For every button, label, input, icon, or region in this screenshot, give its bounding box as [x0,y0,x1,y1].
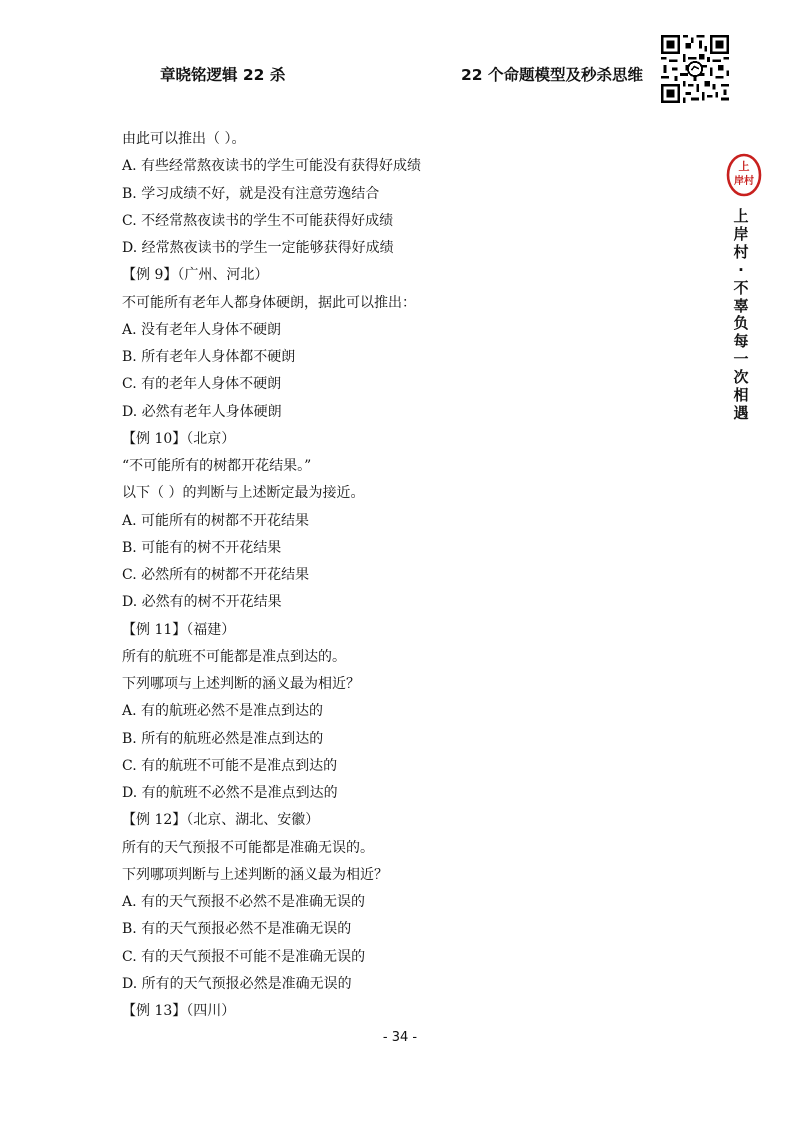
page-number: - 34 - [382,1030,418,1045]
slogan-char: 辜 [733,296,749,315]
text-line: “不可能所有的树都开花结果。” [122,458,312,474]
shanggancun-logo-icon [725,150,763,200]
text-line: C. 必然所有的树都不开花结果 [122,567,310,583]
text-line: A. 有的航班必然不是准点到达的 [122,703,324,720]
text-line: 以下（ ）的判断与上述断定最为接近。 [122,485,365,502]
svg-text:上: 上 [738,160,750,173]
text-line: B. 可能有的树不开花结果 [122,539,282,556]
document-body [122,126,702,1025]
text-line: C. 有的天气预报不可能不是准确无误的 [122,948,366,965]
text-line: B. 学习成绩不好，就是没有注意劳逸结合 [122,185,380,202]
slogan-char: 每 [733,332,749,351]
text-line: D. 必然有老年人身体硬朗 [122,403,282,420]
text-line: B. 所有的航班必然是准点到达的 [122,730,324,747]
text-line: A. 有些经常熬夜读书的学生可能没有获得好成绩 [122,158,422,175]
text-line: D. 所有的天气预报必然是准确无误的 [122,975,352,992]
slogan-char: 次 [733,368,749,387]
slogan-char: · [738,260,744,279]
text-line: C. 不经常熬夜读书的学生不可能获得好成绩 [122,212,394,229]
slogan-char: 遇 [733,403,749,422]
sidebar-slogan [731,208,751,423]
text-line: B. 所有老年人身体都不硬朗 [122,349,296,365]
text-line: C. 有的老年人身体不硬朗 [122,376,282,393]
example-heading: 【例 9】（广州、河北） [122,267,269,284]
text-line: 下列哪项与上述判断的涵义最为相近？ [122,676,360,692]
slogan-char: 负 [733,314,749,333]
text-line: C. 有的航班不可能不是准点到达的 [122,757,338,774]
header-left-title: 章晓铭逻辑 22 杀 [160,66,286,84]
text-line: D. 必然有的树不开花结果 [122,594,282,611]
slogan-char: 岸 [733,224,749,243]
text-line: D. 经常熬夜读书的学生一定能够获得好成绩 [122,240,394,256]
example-heading: 【例 13】（四川） [122,1003,236,1019]
text-line: D. 有的航班不必然不是准点到达的 [122,785,338,801]
example-heading: 【例 11】（福建） [122,621,236,638]
slogan-char: 一 [733,350,749,369]
text-line: A. 有的天气预报不必然不是准确无误的 [122,894,366,910]
header-right-title: 22 个命题模型及秒杀思维 [461,66,643,84]
text-line: 由此可以推出（ ）。 [122,131,246,147]
text-line: 不可能所有老年人都身体硬朗，据此可以推出： [122,294,416,311]
text-line: A. 可能所有的树都不开花结果 [122,512,310,529]
slogan-char: 相 [733,386,749,405]
slogan-char: 不 [733,278,749,297]
qr-code-icon [661,35,729,103]
example-heading: 【例 12】（北京、湖北、安徽） [122,812,320,829]
text-line: 所有的航班不可能都是准点到达的。 [122,648,346,665]
text-line: B. 有的天气预报必然不是准确无误的 [122,921,352,938]
example-heading: 【例 10】（北京） [122,430,236,447]
text-line: 所有的天气预报不可能都是准确无误的。 [122,839,374,856]
svg-text:岸村: 岸村 [734,176,754,187]
slogan-char: 上 [733,207,749,225]
text-line: A. 没有老年人身体不硬朗 [122,321,282,338]
slogan-char: 村 [733,242,749,261]
text-line: 下列哪项判断与上述判断的涵义最为相近？ [122,866,388,883]
